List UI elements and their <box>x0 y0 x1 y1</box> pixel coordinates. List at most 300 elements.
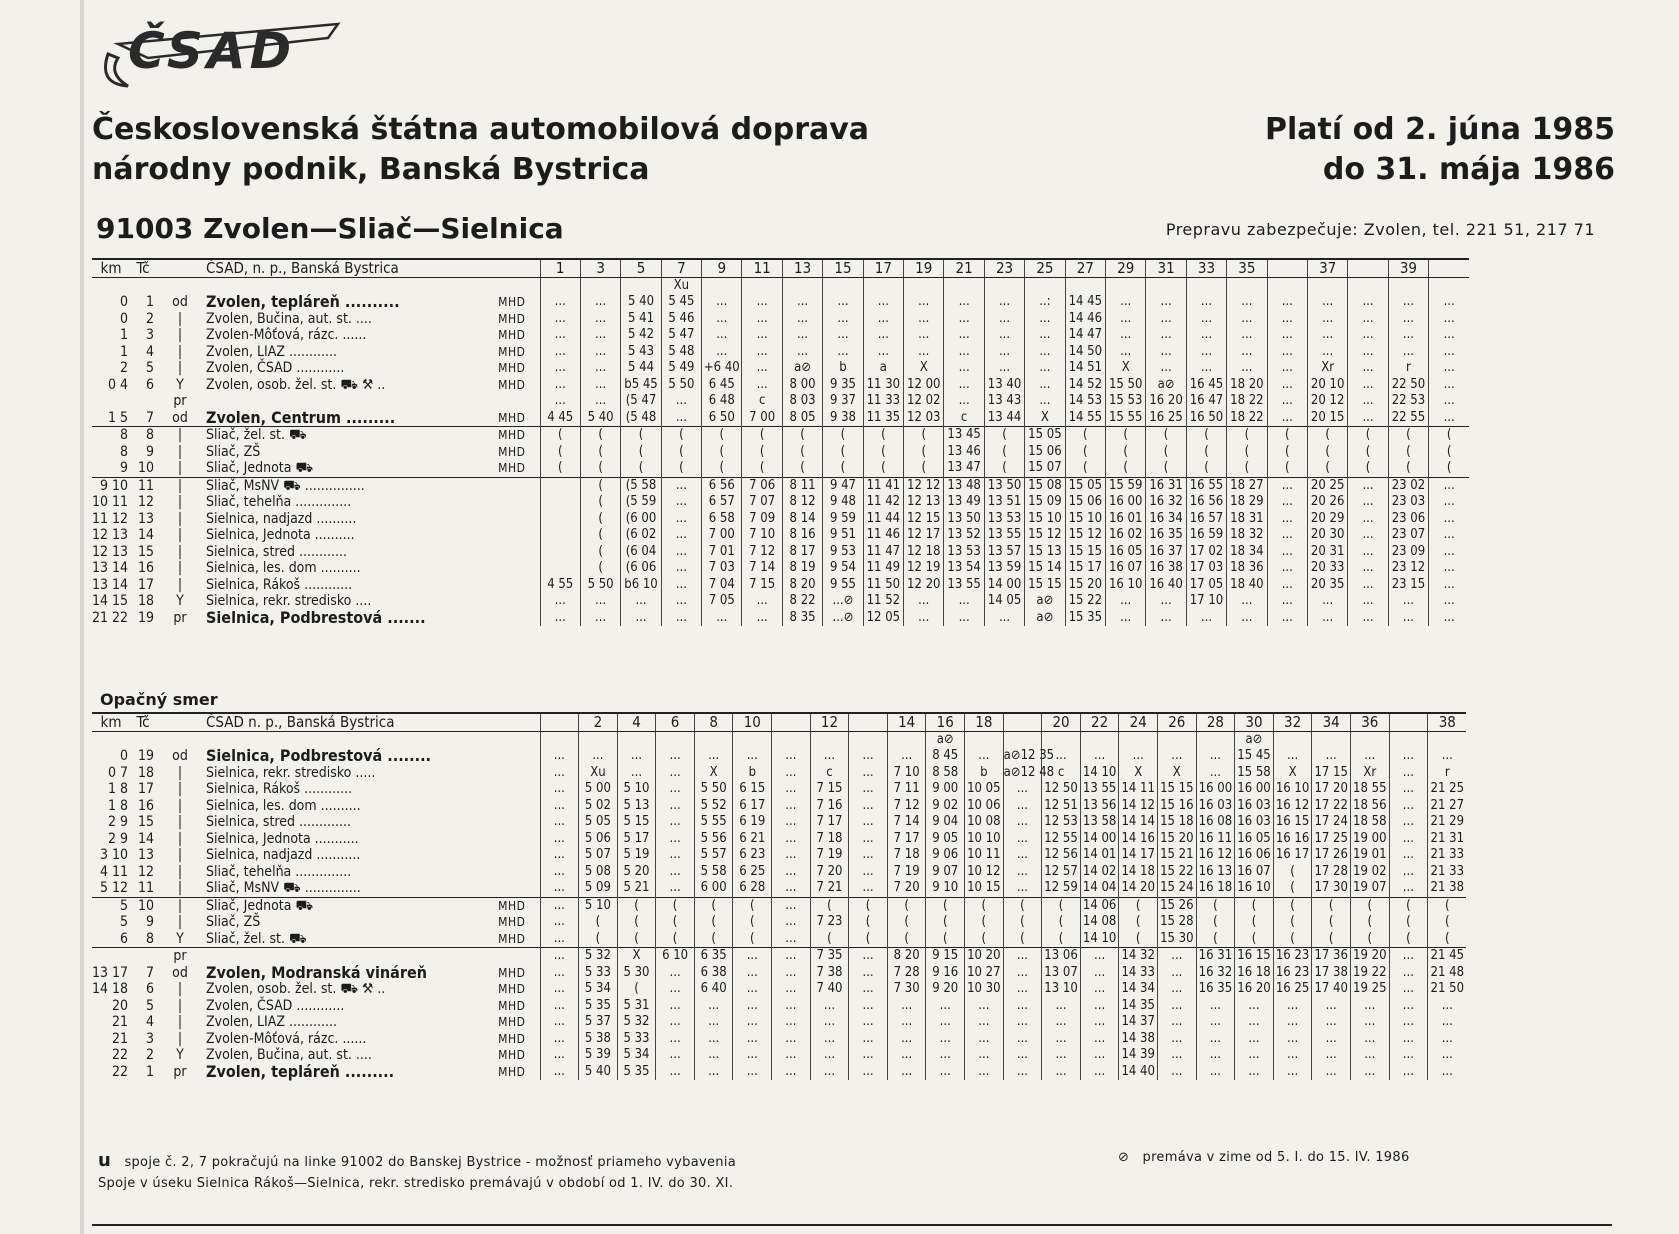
departure-time: ... <box>1267 494 1307 511</box>
departure-time: ... <box>656 814 695 831</box>
departure-time: ( <box>702 427 742 444</box>
departure-time: ... <box>580 377 620 394</box>
stop-name: Zvolen, ČSAD ............ <box>206 997 345 1014</box>
trip-number: 5 <box>621 259 661 277</box>
departure-time: ... <box>1235 1031 1274 1048</box>
departure-time: 22 53 <box>1388 393 1428 410</box>
departure-time: 6 56 <box>702 477 742 494</box>
stop-name: Zvolen, Centrum ......... <box>206 407 396 427</box>
departure-time: 16 12 <box>1196 847 1235 864</box>
km-cell: 13 17 <box>92 964 129 981</box>
mhd-label: MHD <box>498 295 526 309</box>
departure-time: ... <box>1106 593 1146 610</box>
direction-mark: Y <box>176 1047 184 1063</box>
departure-time: ... <box>540 393 580 410</box>
departure-time: 5 00 <box>579 781 618 798</box>
trip-number: 24 <box>1119 713 1158 731</box>
departure-time: ( <box>1146 460 1186 477</box>
departure-time: ..: <box>1025 294 1065 311</box>
departure-time: ... <box>904 344 944 361</box>
departure-time: ... <box>1003 831 1042 848</box>
direction-mark: | <box>177 460 183 476</box>
stop-name: Sielnica, Rákoš ............ <box>206 576 353 593</box>
departure-time: 5 49 <box>661 360 701 377</box>
departure-time: X <box>1158 765 1197 782</box>
departure-time: ... <box>1273 1031 1312 1048</box>
departure-time: 7 16 <box>810 798 849 815</box>
departure-time: ... <box>1312 1047 1351 1064</box>
departure-time <box>849 731 888 748</box>
departure-time: ... <box>540 1014 579 1031</box>
departure-time: ... <box>1388 294 1428 311</box>
departure-time: ( <box>661 460 701 477</box>
mhd-label <box>484 798 540 815</box>
departure-time: ... <box>810 998 849 1015</box>
departure-time: a⊘ <box>1146 377 1186 394</box>
departure-time: (6 04 <box>621 544 661 561</box>
departure-time: ... <box>926 1047 965 1064</box>
km-cell: 21 22 <box>92 609 129 626</box>
departure-time: 5 10 <box>617 781 656 798</box>
departure-time: ... <box>772 1031 811 1048</box>
footnote-u-text: spoje č. 2, 7 pokračujú na linke 91002 do Banskej Bystrice - možnosť priameho vybavenia <box>124 1155 736 1170</box>
trip-number: 30 <box>1235 713 1274 731</box>
trip-number: 26 <box>1158 713 1197 731</box>
departure-time: 5 42 <box>621 327 661 344</box>
departure-time: ... <box>863 344 903 361</box>
departure-time: ... <box>733 1031 772 1048</box>
departure-time: 15 22 <box>1158 864 1197 881</box>
stop-name: Zvolen, Modranská vináreň <box>206 962 427 982</box>
departure-time: ... <box>580 610 620 627</box>
departure-time: ( <box>965 914 1004 931</box>
departure-time: 12 05 <box>863 610 903 627</box>
stop-row <box>92 748 1466 765</box>
departure-time: ( <box>782 427 822 444</box>
departure-time: 13 55 <box>944 577 984 594</box>
tariff-zone-cell: 17 <box>137 781 154 797</box>
departure-time: 23 07 <box>1388 527 1428 544</box>
direction-mark: pr <box>173 609 187 626</box>
departure-time: ... <box>1196 1014 1235 1031</box>
departure-time: ... <box>1350 998 1389 1015</box>
departure-time: ... <box>580 294 620 311</box>
departure-time: 12 03 <box>904 410 944 427</box>
departure-time: ... <box>782 344 822 361</box>
departure-time: ... <box>944 377 984 394</box>
departure-time: 10 27 <box>965 965 1004 982</box>
departure-time: ( <box>1389 914 1428 931</box>
tariff-zone-cell: 14 <box>137 830 154 847</box>
departure-time: ... <box>694 748 733 765</box>
departure-time: 13 53 <box>944 544 984 561</box>
departure-time: ... <box>656 864 695 881</box>
departure-time: ( <box>661 444 701 461</box>
departure-time: ... <box>1389 781 1428 798</box>
mhd-label: MHD <box>484 897 540 914</box>
km-cell: 4 11 <box>99 863 128 880</box>
departure-time: ... <box>1267 610 1307 627</box>
direction-mark: | <box>177 914 183 930</box>
departure-time: 13 45 <box>944 427 984 444</box>
departure-time: 10 10 <box>965 831 1004 848</box>
km-cell: 12 13 <box>92 527 129 543</box>
departure-time: 17 30 <box>1312 880 1351 897</box>
departure-time <box>1428 731 1467 748</box>
mhd-label: MHD <box>498 1064 526 1079</box>
departure-time: ... <box>742 593 782 610</box>
mhd-label <box>484 610 540 627</box>
departure-time: ... <box>540 981 579 998</box>
departure-time: 14 32 <box>1119 948 1158 965</box>
trip-number <box>772 713 811 731</box>
departure-time: ... <box>810 1031 849 1048</box>
tariff-zone-cell: 19 <box>137 748 154 764</box>
departure-time: ( <box>1312 931 1351 948</box>
departure-time: 17 10 <box>1186 593 1226 610</box>
tc-header: Tč <box>130 259 156 277</box>
departure-time: 5 43 <box>621 344 661 361</box>
departure-time: ... <box>661 410 701 427</box>
departure-time: ( <box>1186 444 1226 461</box>
departure-time: ... <box>1267 577 1307 594</box>
departure-time: ... <box>1235 1047 1274 1064</box>
km-cell: 14 15 <box>92 593 129 609</box>
opposite-direction-label: Opačný smer <box>100 690 218 709</box>
departure-time: ... <box>1429 577 1470 594</box>
departure-time: ... <box>1348 544 1388 561</box>
departure-time: ... <box>1428 748 1467 765</box>
mhd-label: MHD <box>498 410 526 425</box>
departure-time: 14 47 <box>1065 327 1105 344</box>
departure-time: ( <box>887 931 926 948</box>
km-cell: 21 <box>111 1014 128 1030</box>
departure-time: ... <box>694 1047 733 1064</box>
departure-time: 12 55 <box>1042 831 1081 848</box>
departure-time <box>540 731 579 748</box>
departure-time: 8 05 <box>782 410 822 427</box>
mhd-label: MHD <box>498 965 526 980</box>
departure-time: 16 25 <box>1146 410 1186 427</box>
departure-time <box>580 277 620 294</box>
direction-mark: Y <box>176 376 184 393</box>
departure-time: ... <box>1388 344 1428 361</box>
mhd-label <box>484 731 540 748</box>
departure-time: ( <box>1307 427 1347 444</box>
tariff-zone-cell: 6 <box>145 981 154 997</box>
departure-time: 6 28 <box>733 880 772 897</box>
departure-time: ( <box>617 897 656 914</box>
stop-name: Sliač, MsNV ⛟ ............... <box>204 477 484 494</box>
departure-time: 16 01 <box>1106 511 1146 528</box>
departure-time: ( <box>926 914 965 931</box>
departure-time: ... <box>849 798 888 815</box>
departure-time: ... <box>849 880 888 897</box>
departure-time: ( <box>621 444 661 461</box>
departure-time: ... <box>1158 948 1197 965</box>
departure-time: ... <box>849 1031 888 1048</box>
departure-time: ... <box>1348 294 1388 311</box>
departure-time: 7 12 <box>887 798 926 815</box>
departure-time: 16 20 <box>1146 393 1186 410</box>
trip-number: 6 <box>656 713 695 731</box>
departure-time: X <box>1025 410 1065 427</box>
departure-time: ... <box>984 327 1024 344</box>
departure-time: ... <box>656 765 695 782</box>
departure-time <box>1389 731 1428 748</box>
departure-time: ... <box>823 311 863 328</box>
mhd-label: MHD <box>498 931 526 946</box>
departure-time: ... <box>965 1031 1004 1048</box>
stop-row <box>92 1031 1466 1048</box>
departure-time: ( <box>1429 427 1470 444</box>
direction-mark: | <box>177 997 183 1014</box>
departure-time: ... <box>1042 1064 1081 1081</box>
mhd-label <box>484 527 540 544</box>
departure-time: ... <box>849 981 888 998</box>
csad-logo <box>88 14 368 94</box>
departure-time: ... <box>733 948 772 965</box>
stop-name: Sliač, ZŠ <box>206 443 261 460</box>
departure-time: 14 50 <box>1065 344 1105 361</box>
departure-time: ( <box>540 444 580 461</box>
departure-time: ( <box>1146 427 1186 444</box>
departure-time: ... <box>1235 998 1274 1015</box>
departure-time: 16 05 <box>1235 831 1274 848</box>
tariff-zone-cell: 16 <box>137 560 154 576</box>
departure-time: 5 50 <box>580 577 620 594</box>
departure-time: ... <box>772 998 811 1015</box>
departure-time: 15 15 <box>1065 544 1105 561</box>
departure-time: b <box>823 360 863 377</box>
stop-row <box>92 981 1466 998</box>
stop-row <box>92 560 1469 577</box>
departure-time: ... <box>1227 327 1267 344</box>
departure-time: ... <box>1025 360 1065 377</box>
footnote-winter-text: premáva v zime od 5. I. do 15. IV. 1986 <box>1142 1150 1410 1165</box>
departure-time <box>1388 277 1428 294</box>
departure-time: ... <box>540 765 579 782</box>
departure-time: X <box>1119 765 1158 782</box>
trip-number: 14 <box>887 713 926 731</box>
departure-time: 17 24 <box>1312 814 1351 831</box>
tariff-zone-cell: 4 <box>145 343 154 360</box>
departure-time: ... <box>849 948 888 965</box>
departure-time: c <box>944 410 984 427</box>
stop-row <box>92 897 1466 914</box>
direction-mark: | <box>177 527 183 543</box>
departure-time <box>887 731 926 748</box>
departure-time: 21 50 <box>1428 981 1467 998</box>
tariff-zone-cell: 16 <box>137 797 154 814</box>
departure-time: ( <box>904 427 944 444</box>
departure-time: 17 22 <box>1312 798 1351 815</box>
departure-time: 5 38 <box>579 1031 618 1048</box>
departure-time: ... <box>1312 1064 1351 1081</box>
departure-time <box>823 277 863 294</box>
departure-time: ... <box>1388 327 1428 344</box>
departure-time: 6 25 <box>733 864 772 881</box>
departure-time: 5 45 <box>661 294 701 311</box>
departure-time: ( <box>742 460 782 477</box>
bottom-rule <box>92 1224 1612 1226</box>
departure-time: ( <box>1003 897 1042 914</box>
departure-time: ... <box>1348 560 1388 577</box>
departure-time: 6 23 <box>733 847 772 864</box>
departure-time: ... <box>1186 344 1226 361</box>
departure-time: ... <box>540 948 579 965</box>
departure-time: ( <box>1273 880 1312 897</box>
departure-time <box>733 731 772 748</box>
departure-time: (5 59 <box>621 494 661 511</box>
departure-time: 5 48 <box>661 344 701 361</box>
departure-time: ... <box>1196 748 1235 765</box>
departure-time: 12 15 <box>904 511 944 528</box>
departure-time: ( <box>863 427 903 444</box>
departure-time: 18 34 <box>1227 544 1267 561</box>
departure-time: 5 44 <box>621 360 661 377</box>
departure-time: 7 15 <box>742 577 782 594</box>
departure-time: 15 18 <box>1158 814 1197 831</box>
departure-time: ... <box>849 965 888 982</box>
departure-time: ( <box>1196 931 1235 948</box>
departure-time: 21 29 <box>1428 814 1467 831</box>
departure-time: ( <box>1350 914 1389 931</box>
departure-time <box>540 527 580 544</box>
departure-time: 7 06 <box>742 477 782 494</box>
departure-time: 14 05 <box>984 593 1024 610</box>
departure-time: ... <box>1080 1047 1119 1064</box>
departure-time: 15 22 <box>1065 593 1105 610</box>
operator-info: Prepravu zabezpečuje: Zvolen, tel. 221 51, 217 71 <box>1165 220 1595 239</box>
departure-time: 17 28 <box>1312 864 1351 881</box>
km-cell: 9 10 <box>92 477 130 494</box>
stop-name: Sielnica, stred ............ <box>206 543 347 560</box>
departure-time: 16 56 <box>1186 494 1226 511</box>
departure-time: ... <box>944 393 984 410</box>
departure-time: 5 32 <box>579 948 618 965</box>
departure-time: 16 23 <box>1273 965 1312 982</box>
departure-time: 12 57 <box>1042 864 1081 881</box>
departure-time: ... <box>617 748 656 765</box>
tariff-zone-cell: 14 <box>137 527 154 543</box>
stop-name: Sliač, MsNV ⛟ .............. <box>206 880 361 896</box>
departure-time: 8 14 <box>782 511 822 528</box>
trip-number: 9 <box>702 259 742 277</box>
departure-time: ... <box>702 327 742 344</box>
departure-time: ... <box>1429 593 1470 610</box>
departure-time: 14 17 <box>1119 847 1158 864</box>
departure-time: 7 12 <box>742 544 782 561</box>
stop-name: Sielnica, les. dom .......... <box>206 797 361 814</box>
departure-time: 5 39 <box>579 1047 618 1064</box>
departure-time: ... <box>1348 477 1388 494</box>
departure-time: 15 07 <box>1025 460 1065 477</box>
departure-time: 14 35 <box>1119 998 1158 1015</box>
departure-time: ... <box>661 593 701 610</box>
departure-time: ( <box>694 914 733 931</box>
departure-time: ... <box>1196 765 1235 782</box>
departure-time: 7 28 <box>887 965 926 982</box>
departure-time: ... <box>1186 360 1226 377</box>
departure-time: (5 47 <box>621 393 661 410</box>
departure-time: 5 06 <box>579 831 618 848</box>
departure-time: ( <box>1065 427 1105 444</box>
line-title: 91003 Zvolen—Sliač—Sielnica <box>96 212 564 245</box>
direction-mark: | <box>177 327 183 343</box>
departure-time: ... <box>661 560 701 577</box>
tariff-zone-cell: 6 <box>145 376 154 393</box>
mhd-label: MHD <box>498 1031 526 1046</box>
departure-time <box>1227 277 1267 294</box>
departure-time: 14 51 <box>1065 360 1105 377</box>
departure-time: 22 55 <box>1388 410 1428 427</box>
departure-time: ... <box>965 1047 1004 1064</box>
trip-number: 28 <box>1196 713 1235 731</box>
departure-time: ... <box>694 998 733 1015</box>
trip-number: 7 <box>661 259 701 277</box>
departure-time: ( <box>887 914 926 931</box>
departure-time: ( <box>1429 444 1470 461</box>
departure-time: ... <box>1389 798 1428 815</box>
mhd-header <box>484 713 540 731</box>
departure-time: 16 32 <box>1146 494 1186 511</box>
departure-time: ... <box>849 1064 888 1081</box>
departure-time: 8 20 <box>887 948 926 965</box>
departure-time: ... <box>1389 1014 1428 1031</box>
stop-row <box>92 311 1469 328</box>
departure-time: ( <box>823 427 863 444</box>
departure-time: ... <box>540 1031 579 1048</box>
mhd-label: MHD <box>498 328 526 342</box>
departure-time: 16 23 <box>1273 948 1312 965</box>
departure-time <box>1106 277 1146 294</box>
departure-time: ... <box>1267 544 1307 561</box>
departure-time <box>1312 731 1351 748</box>
departure-time: 5 37 <box>579 1014 618 1031</box>
tariff-zone-cell: 2 <box>145 1047 154 1063</box>
km-cell: 21 <box>111 1030 128 1047</box>
departure-time: 14 20 <box>1119 880 1158 897</box>
direction-mark: | <box>177 1030 183 1047</box>
departure-time: 12 50 <box>1042 781 1081 798</box>
trip-number: 15 <box>823 259 863 277</box>
departure-time: ... <box>1003 1014 1042 1031</box>
outbound-timetable <box>92 258 1469 626</box>
departure-time: ... <box>1158 1047 1197 1064</box>
departure-time: 15 06 <box>1065 494 1105 511</box>
departure-time: 11 46 <box>863 527 903 544</box>
departure-time: ... <box>1307 593 1347 610</box>
departure-time: 7 35 <box>810 948 849 965</box>
departure-time: ... <box>1080 965 1119 982</box>
departure-time: 9 07 <box>926 864 965 881</box>
mhd-label <box>484 814 540 831</box>
departure-time: 5 02 <box>579 798 618 815</box>
departure-time: 17 02 <box>1186 544 1226 561</box>
departure-time: ...⊘ <box>823 610 863 627</box>
stop-name: Sielnica, Jednota .......... <box>206 527 355 543</box>
departure-time: ( <box>1042 897 1081 914</box>
departure-time: ... <box>772 814 811 831</box>
departure-time: 8 16 <box>782 527 822 544</box>
trip-number: 21 <box>944 259 984 277</box>
departure-time: ... <box>772 765 811 782</box>
departure-time: ... <box>1025 344 1065 361</box>
departure-time: ... <box>742 327 782 344</box>
departure-time: 5 33 <box>579 965 618 982</box>
departure-time: ( <box>580 427 620 444</box>
